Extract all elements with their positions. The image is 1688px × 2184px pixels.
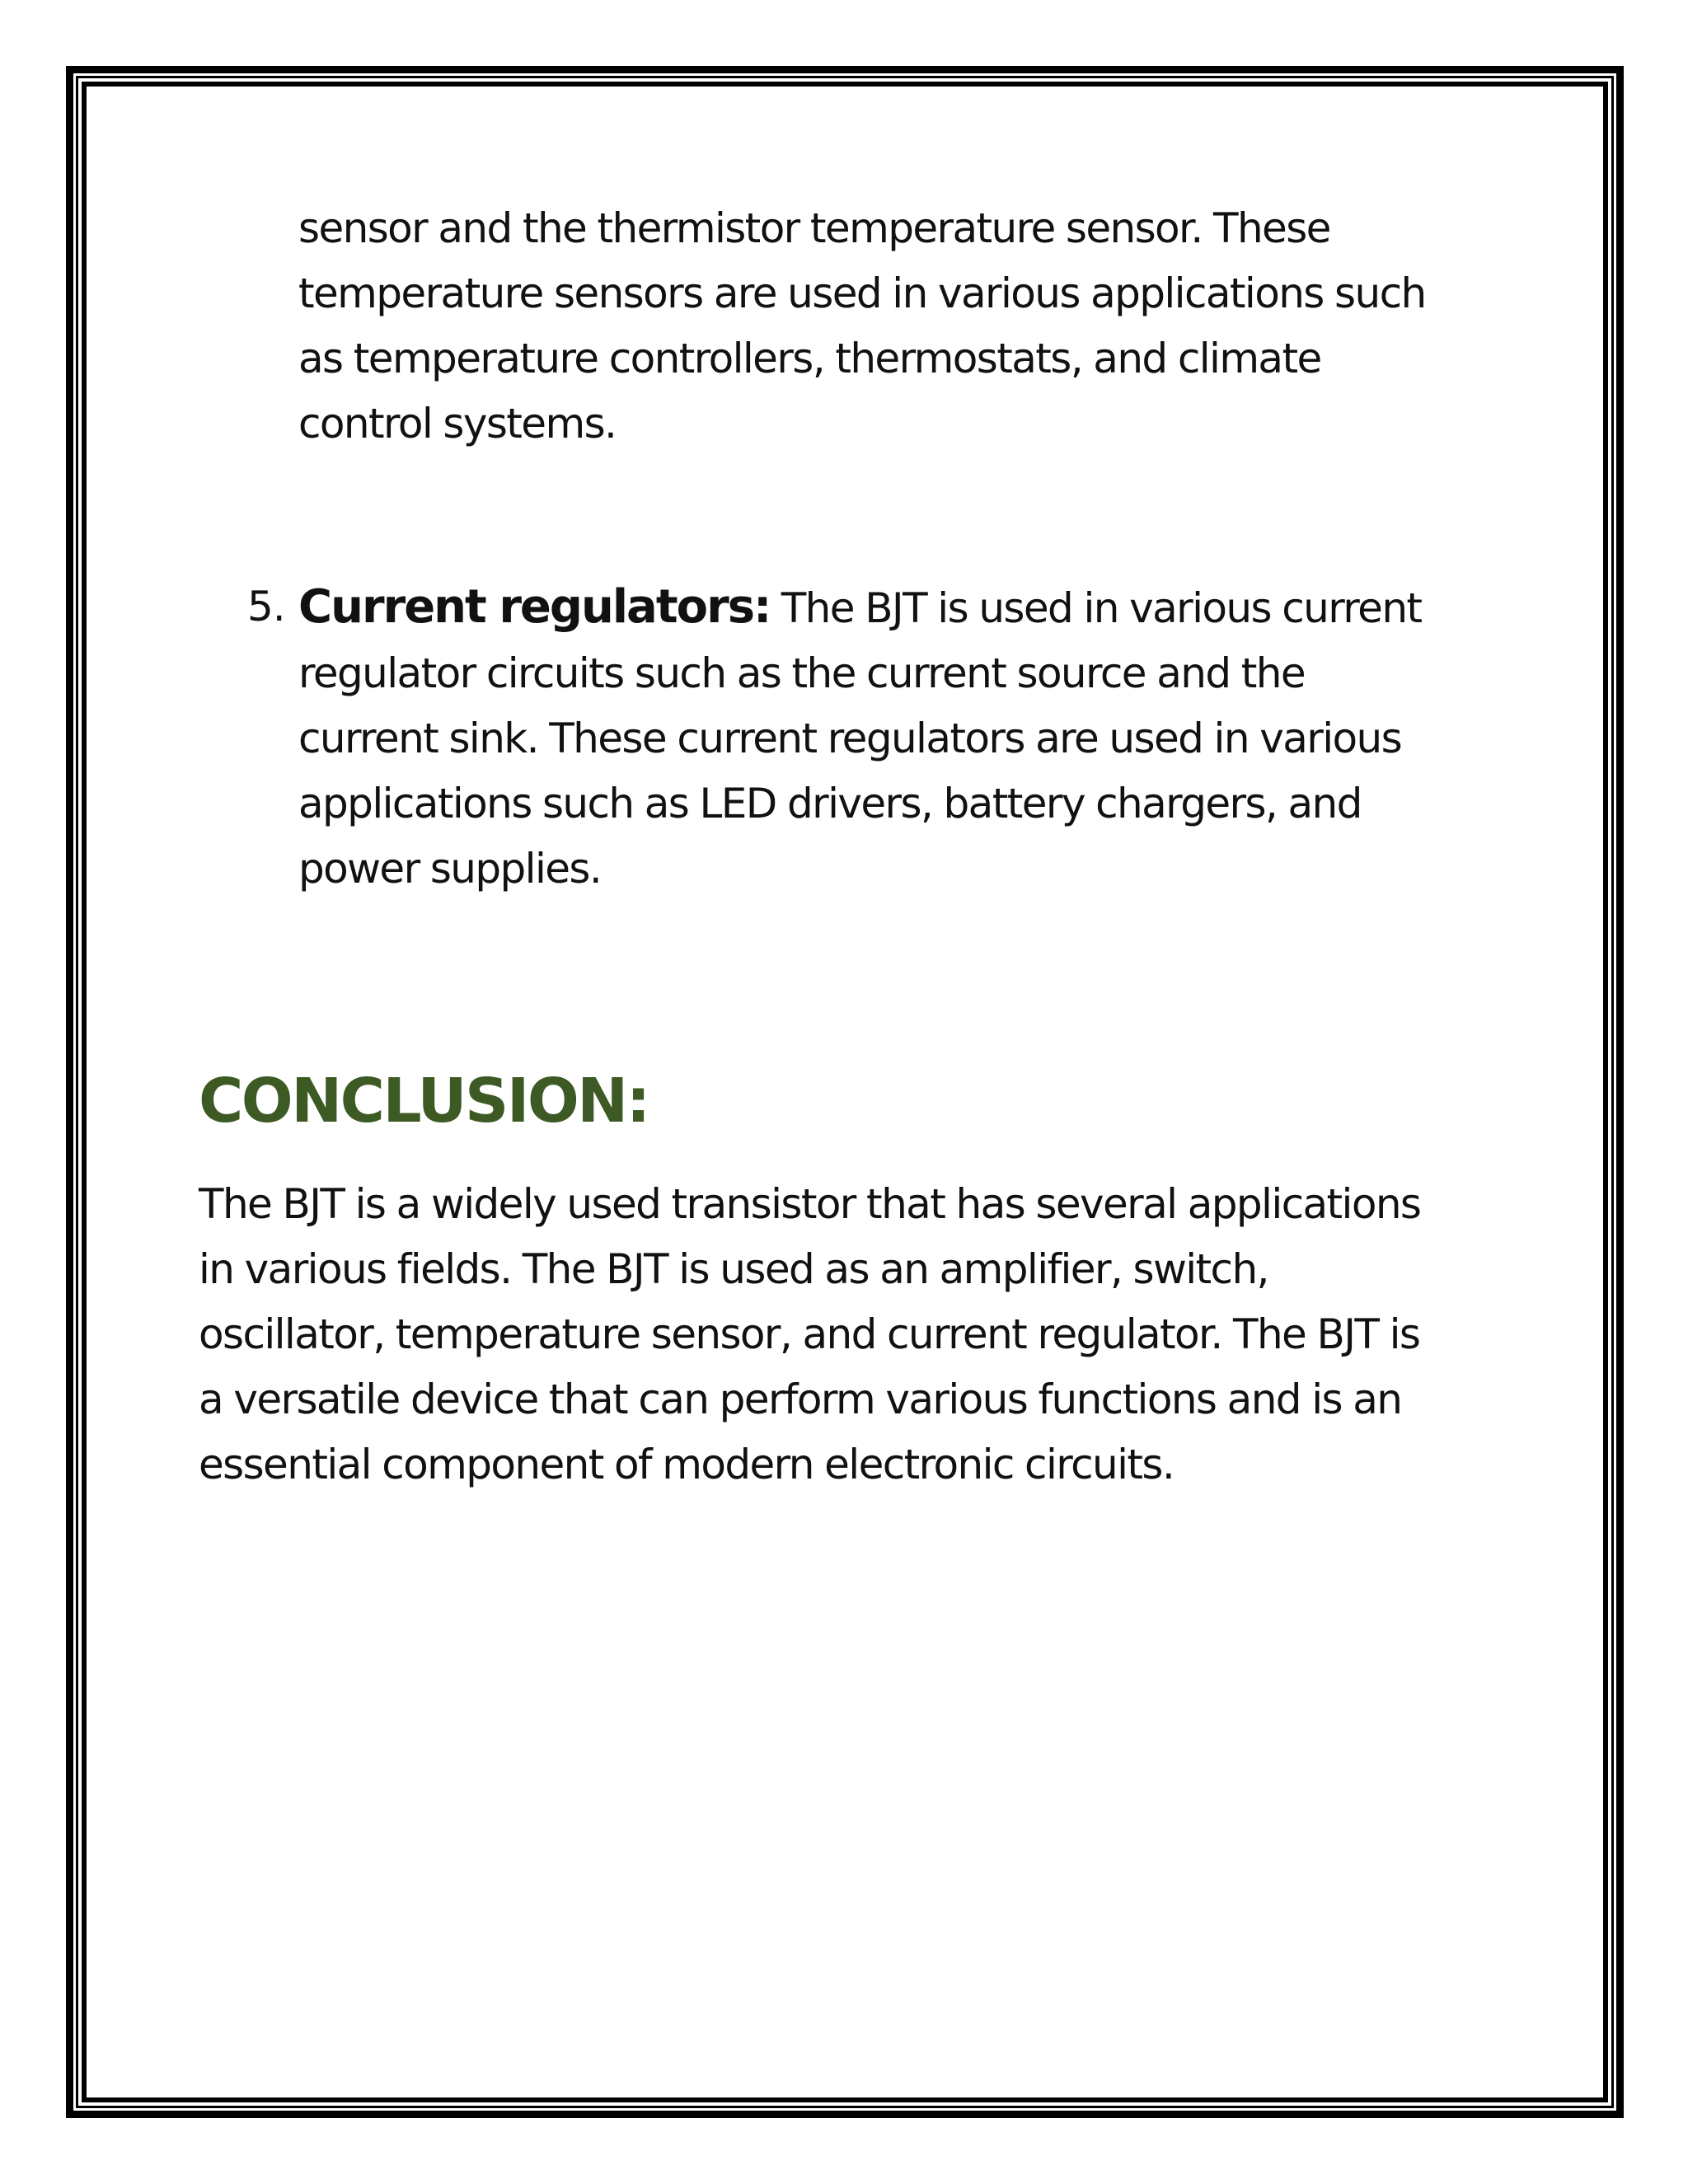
text-line: sensor and the thermistor temperature sensor. These (298, 204, 1330, 252)
text-line: essential component of modern electronic circuits. (199, 1441, 1175, 1488)
conclusion-paragraph (199, 1172, 1420, 1497)
item-text: The BJT is used in various current (770, 584, 1422, 632)
list-number: 5. (247, 583, 285, 630)
item-4-continuation (298, 196, 1426, 457)
item-5-current-regulators (298, 574, 1421, 902)
text-line: The BJT is a widely used transistor that has several applications (199, 1180, 1421, 1228)
text-line: power supplies. (298, 845, 602, 893)
text-line: in various fields. The BJT is used as an amplifier, switch, (199, 1245, 1268, 1293)
text-line: current sink. These current regulators are used in various (298, 715, 1402, 762)
text-line: oscillator, temperature sensor, and current regulator. The BJT is (199, 1310, 1420, 1358)
text-line: temperature sensors are used in various applications such (298, 269, 1426, 317)
text-line: regulator circuits such as the current source and the (298, 649, 1306, 697)
text-line: applications such as LED drivers, battery chargers, and (298, 780, 1362, 827)
text-line: a versatile device that can perform various functions and is an (199, 1376, 1402, 1423)
text-line (298, 574, 1421, 641)
text-line: as temperature controllers, thermostats, and climate (298, 335, 1321, 382)
conclusion-heading: CONCLUSION: (199, 1066, 649, 1137)
text-line: control systems. (298, 400, 617, 448)
item-title: Current regulators: (298, 580, 771, 634)
